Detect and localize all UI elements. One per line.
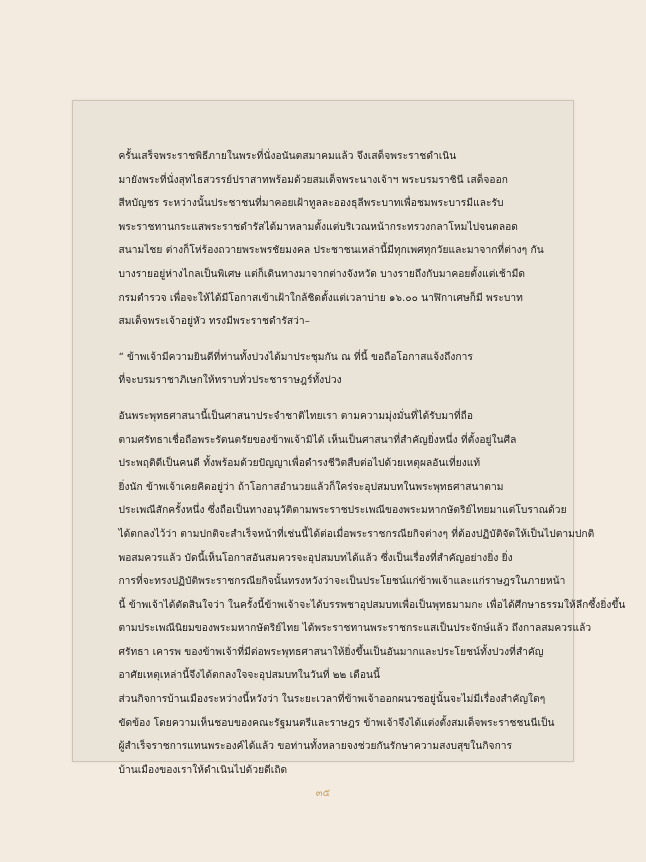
text-line: มายังพระที่นั่งสุทไธสวรรย์ปราสาทพร้อมด้วยสมเด็จพระนางเจ้าฯ พระบรมราชินี เสด็จออก	[118, 174, 508, 186]
text-line: สีหบัญชร ระหว่างนั้นประชาชนที่มาคอยเฝ้าทูลละอองธุลีพระบาทเพื่อชมพระบารมีและรับ	[118, 198, 504, 210]
text-line: ได้ตกลงไว้ว่า ตามปกติจะสำเร็จหน้าที่เช่นนี้ได้ต่อเมื่อพระราชกรณียกิจต่างๆ ที่ต้องปฏิบัติจัดให้เป็นไปตามปกติ	[118, 528, 595, 540]
text-line: ประพฤติดีเป็นคนดี ทั้งพร้อมด้วยปัญญาเพื่อดำรงชีวิตสืบต่อไปด้วยเหตุผลอันเที่ยงแท้	[118, 458, 481, 470]
text-line: ตามศรัทธาเชื่อถือพระรัตนตรัยของข้าพเจ้ามิได้ เห็นเป็นศาสนาที่สำคัญยิ่งหนึ่ง ที่ตั้งอยู่ในศีล	[118, 434, 517, 446]
text-line: ยิ่งนัก ข้าพเจ้าเคยคิดอยู่ว่า ถ้าโอกาสอำนวยแล้วก็ใคร่จะอุปสมบทในพระพุทธศาสนาตาม	[118, 481, 504, 493]
text-line: อาศัยเหตุเหล่านี้จึงได้ตกลงใจจะอุปสมบทในวันที่ ๒๒ เดือนนี้	[118, 670, 381, 682]
text-line: บ้านเมืองของเราให้ดำเนินไปด้วยดีเถิด	[118, 764, 288, 776]
paragraph-3	[96, 405, 626, 688]
text-line: ครั้นเสร็จพระราชพิธีภายในพระที่นั่งอนันตสมาคมแล้ว จึงเสด็จพระราชดำเนิน	[118, 151, 457, 162]
paragraph-2-quote	[96, 346, 552, 393]
text-line: ส่วนกิจการบ้านเมืองระหว่างนี้หวังว่า ในระยะเวลาที่ข้าพเจ้าออกผนวชอยู่นั้นจะไม่มีเรื่องสำคัญใดๆ	[118, 694, 546, 706]
text-line: สนามไชย ต่างก็โห่ร้องถวายพระพรชัยมงคล ประชาชนเหล่านี้มีทุกเพศทุกวัยและมาจากที่ต่างๆ กัน	[118, 245, 544, 257]
text-line: อันพระพุทธศาสนานี้เป็นศาสนาประจำชาติไทยเรา ตามความมุ่งมั่นที่ได้รับมาที่ถือ	[118, 410, 474, 422]
text-line: ศรัทธา เคารพ ของข้าพเจ้าที่มีต่อพระพุทธศาสนาให้ยิ่งขึ้นเป็นอันมากและประโยชน์ทั้งปวงที่สำคัญ	[118, 646, 544, 658]
paragraph-4	[96, 688, 555, 782]
text-line: นี้ ข้าพเจ้าได้ตัดสินใจว่า ในครั้งนี้ข้าพเจ้าจะได้บรรพชาอุปสมบทเพื่อเป็นพุทธมามกะ เพื่อได้ศึกษาธรรมให้ลึกซึ้งยิ่งขึ้น	[118, 599, 626, 611]
text-line: ตามประเพณีนิยมของพระมหากษัตริย์ไทย ได้พระราชทานพระราชกระแสเป็นประจักษ์แล้ว ถึงกาลสมควรแล้ว	[118, 623, 592, 635]
document-page	[72, 100, 626, 776]
text-line: สมเด็จพระเจ้าอยู่หัว ทรงมีพระราชดำรัสว่า–	[118, 316, 310, 328]
text-line: พระราชทานกระแสพระราชดำรัสได้มาหลามตั้งแต่บริเวณหน้ากระทรวงกลาโหมไปจนตลอด	[118, 221, 518, 233]
paragraph-1	[96, 145, 552, 334]
text-line: ที่จะบรมราชาภิเษกให้ทราบทั่วประชาราษฎร์ทั้งปวง	[118, 375, 342, 387]
text-line: พอสมควรแล้ว บัดนี้เห็นโอกาสอันสมควรจะอุปสมบทได้แล้ว ซึ่งเป็นเรื่องที่สำคัญอย่างยิ่ง ยิ่ง	[118, 552, 513, 564]
page-number: ๓๕	[315, 788, 331, 799]
text-line: การที่จะทรงปฏิบัติพระราชกรณียกิจนั้นทรงหวังว่าจะเป็นประโยชน์แก่ข้าพเจ้าและแก่ราษฎรในภายหน้า	[118, 576, 566, 588]
text-line: กรมตำรวจ เพื่อจะให้ได้มีโอกาสเข้าเฝ้าใกล้ชิดตั้งแต่เวลาบ่าย ๑๖.๐๐ นาฬิกาเศษก็มี พระบาท	[118, 292, 523, 304]
text-line: ประเพณีสักครั้งหนึ่ง ซึ่งถือเป็นทางอนุวัติตามพระราชประเพณีของพระมหากษัตริย์ไทยมาแต่โบราณด้วย	[118, 505, 567, 517]
document-body	[96, 145, 626, 782]
text-line: บางรายอยู่ห่างไกลเป็นพิเศษ แต่ก็เดินทางมาจากต่างจังหวัด บางรายถึงกับมาคอยตั้งแต่เช้ามืด	[118, 268, 526, 280]
text-line: ผู้สำเร็จราชการแทนพระองค์ได้แล้ว ขอท่านทั้งหลายจงช่วยกันรักษาความสงบสุขในกิจการ	[118, 741, 513, 753]
text-line: ขัดข้อง โดยความเห็นชอบของคณะรัฐมนตรีและราษฎร ข้าพเจ้าจึงได้แต่งตั้งสมเด็จพระราชชนนีเป็น	[118, 717, 555, 729]
text-line: “ ข้าพเจ้ามีความยินดีที่ท่านทั้งปวงได้มาประชุมกัน ณ ที่นี้ ขอถือโอกาสแจ้งถึงการ	[118, 351, 473, 363]
